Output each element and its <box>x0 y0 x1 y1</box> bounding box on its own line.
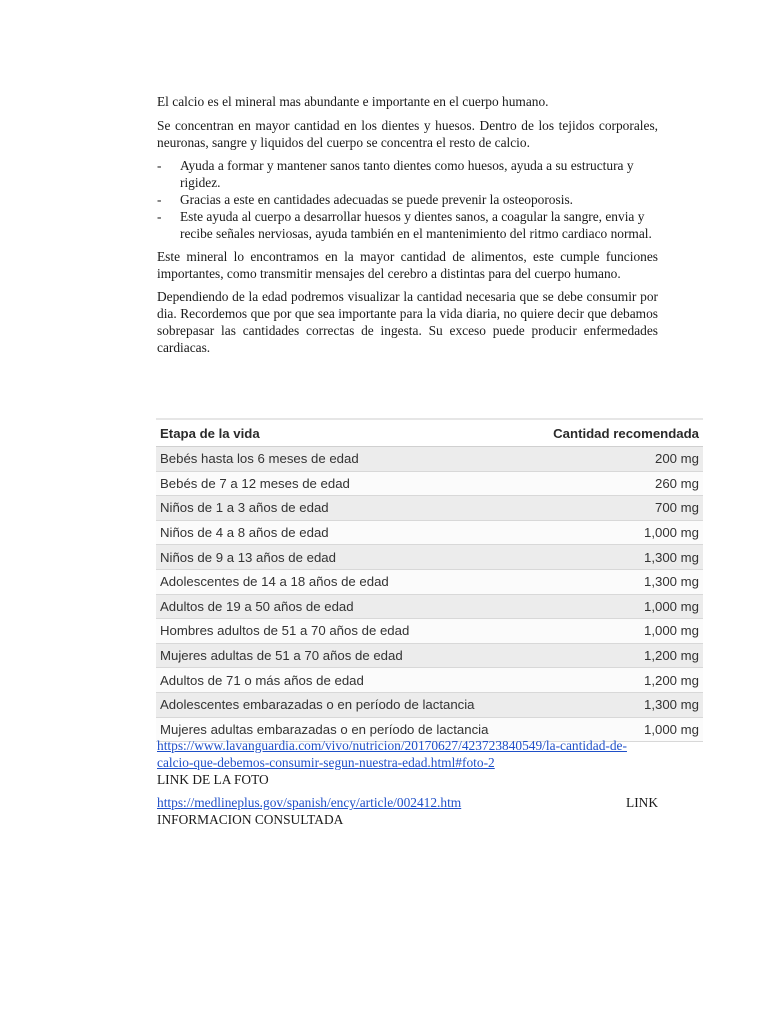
bullet-dash: - <box>157 158 162 173</box>
cell-amount: 1,000 mg <box>531 619 703 644</box>
cell-amount: 1,000 mg <box>531 594 703 619</box>
table-row <box>156 594 703 619</box>
cell-stage: Adolescentes embarazadas o en período de lactancia <box>156 692 531 717</box>
table-row <box>156 447 703 472</box>
table-body <box>156 447 703 742</box>
photo-link-label: LINK DE LA FOTO <box>157 772 269 787</box>
table-row <box>156 520 703 545</box>
paragraph-functions: Este mineral lo encontramos en la mayor cantidad de alimentos, este cumple funciones importantes, como transmitir mensajes del cerebro a distintas para del cuerpo humano. <box>157 249 658 281</box>
calcium-table-image <box>156 418 703 742</box>
cell-amount: 1,000 mg <box>531 520 703 545</box>
cell-amount: 200 mg <box>531 447 703 472</box>
paragraph-intro: El calcio es el mineral mas abundante e importante en el cuerpo humano. <box>157 94 549 109</box>
cell-stage: Adolescentes de 14 a 18 años de edad <box>156 569 531 594</box>
cell-stage: Mujeres adultas embarazadas o en período de lactancia <box>156 717 531 742</box>
cell-stage: Niños de 4 a 8 años de edad <box>156 520 531 545</box>
paragraph-concentration: Se concentran en mayor cantidad en los dientes y huesos. Dentro de los tejidos corporales, neuronas, sangre y liquidos del cuerpo se concentra el resto de calcio. <box>157 118 658 150</box>
list-item <box>157 191 658 208</box>
table-row <box>156 643 703 668</box>
table-row <box>156 496 703 521</box>
header-amount: Cantidad recomendada <box>531 419 703 447</box>
cell-stage: Adultos de 71 o más años de edad <box>156 668 531 693</box>
list-item-text: Ayuda a formar y mantener sanos tanto dientes como huesos, ayuda a su estructura y rigidez. <box>180 158 634 190</box>
benefits-list <box>157 157 658 242</box>
cell-amount: 1,300 mg <box>531 692 703 717</box>
bullet-dash: - <box>157 192 162 207</box>
list-item <box>157 157 658 191</box>
header-stage: Etapa de la vida <box>156 419 531 447</box>
info-source-link[interactable]: https://medlineplus.gov/spanish/ency/article/002412.htm <box>157 795 462 810</box>
table-row <box>156 471 703 496</box>
cell-amount: 1,000 mg <box>531 717 703 742</box>
cell-stage: Niños de 9 a 13 años de edad <box>156 545 531 570</box>
table-row <box>156 545 703 570</box>
cell-stage: Niños de 1 a 3 años de edad <box>156 496 531 521</box>
cell-amount: 1,200 mg <box>531 668 703 693</box>
table-row <box>156 692 703 717</box>
cell-amount: 700 mg <box>531 496 703 521</box>
document-body <box>157 93 658 362</box>
list-item <box>157 208 658 242</box>
table-row <box>156 668 703 693</box>
photo-link-line <box>157 737 658 771</box>
cell-stage: Bebés hasta los 6 meses de edad <box>156 447 531 472</box>
info-link-label-part1: LINK <box>626 795 658 810</box>
cell-stage: Mujeres adultas de 51 a 70 años de edad <box>156 643 531 668</box>
list-item-text: Este ayuda al cuerpo a desarrollar huesos y dientes sanos, a coagular la sangre, envia y recibe señales nerviosas, ayuda también en el mantenimiento del ritmo cardiaco normal. <box>180 209 652 241</box>
table-row <box>156 619 703 644</box>
cell-stage: Hombres adultos de 51 a 70 años de edad <box>156 619 531 644</box>
paragraph-age: Dependiendo de la edad podremos visualizar la cantidad necesaria que se debe consumir por dia. Recordemos que por que sea importante para la vida diaria, no quiere decir que debamos sobrepasar las cantidades correctas de ingesta. Su exceso puede producir enfermedades cardiacas. <box>157 289 658 355</box>
cell-amount: 1,300 mg <box>531 569 703 594</box>
cell-amount: 1,300 mg <box>531 545 703 570</box>
cell-stage: Adultos de 19 a 50 años de edad <box>156 594 531 619</box>
list-item-text: Gracias a este en cantidades adecuadas se puede prevenir la osteoporosis. <box>180 192 573 207</box>
info-link-block <box>157 794 658 828</box>
calcium-table <box>156 418 703 742</box>
info-link-label-part2: INFORMACION CONSULTADA <box>157 812 344 827</box>
bullet-dash: - <box>157 209 162 224</box>
cell-amount: 260 mg <box>531 471 703 496</box>
photo-source-link[interactable]: https://www.lavanguardia.com/vivo/nutricion/20170627/423723840549/la-cantidad-de-calcio-que-debemos-consumir-segun-nuestra-edad.html#foto-2 <box>157 738 627 770</box>
references <box>157 737 658 828</box>
table-row <box>156 569 703 594</box>
cell-amount: 1,200 mg <box>531 643 703 668</box>
info-link-line <box>157 794 658 811</box>
cell-stage: Bebés de 7 a 12 meses de edad <box>156 471 531 496</box>
table-header-row <box>156 419 703 447</box>
